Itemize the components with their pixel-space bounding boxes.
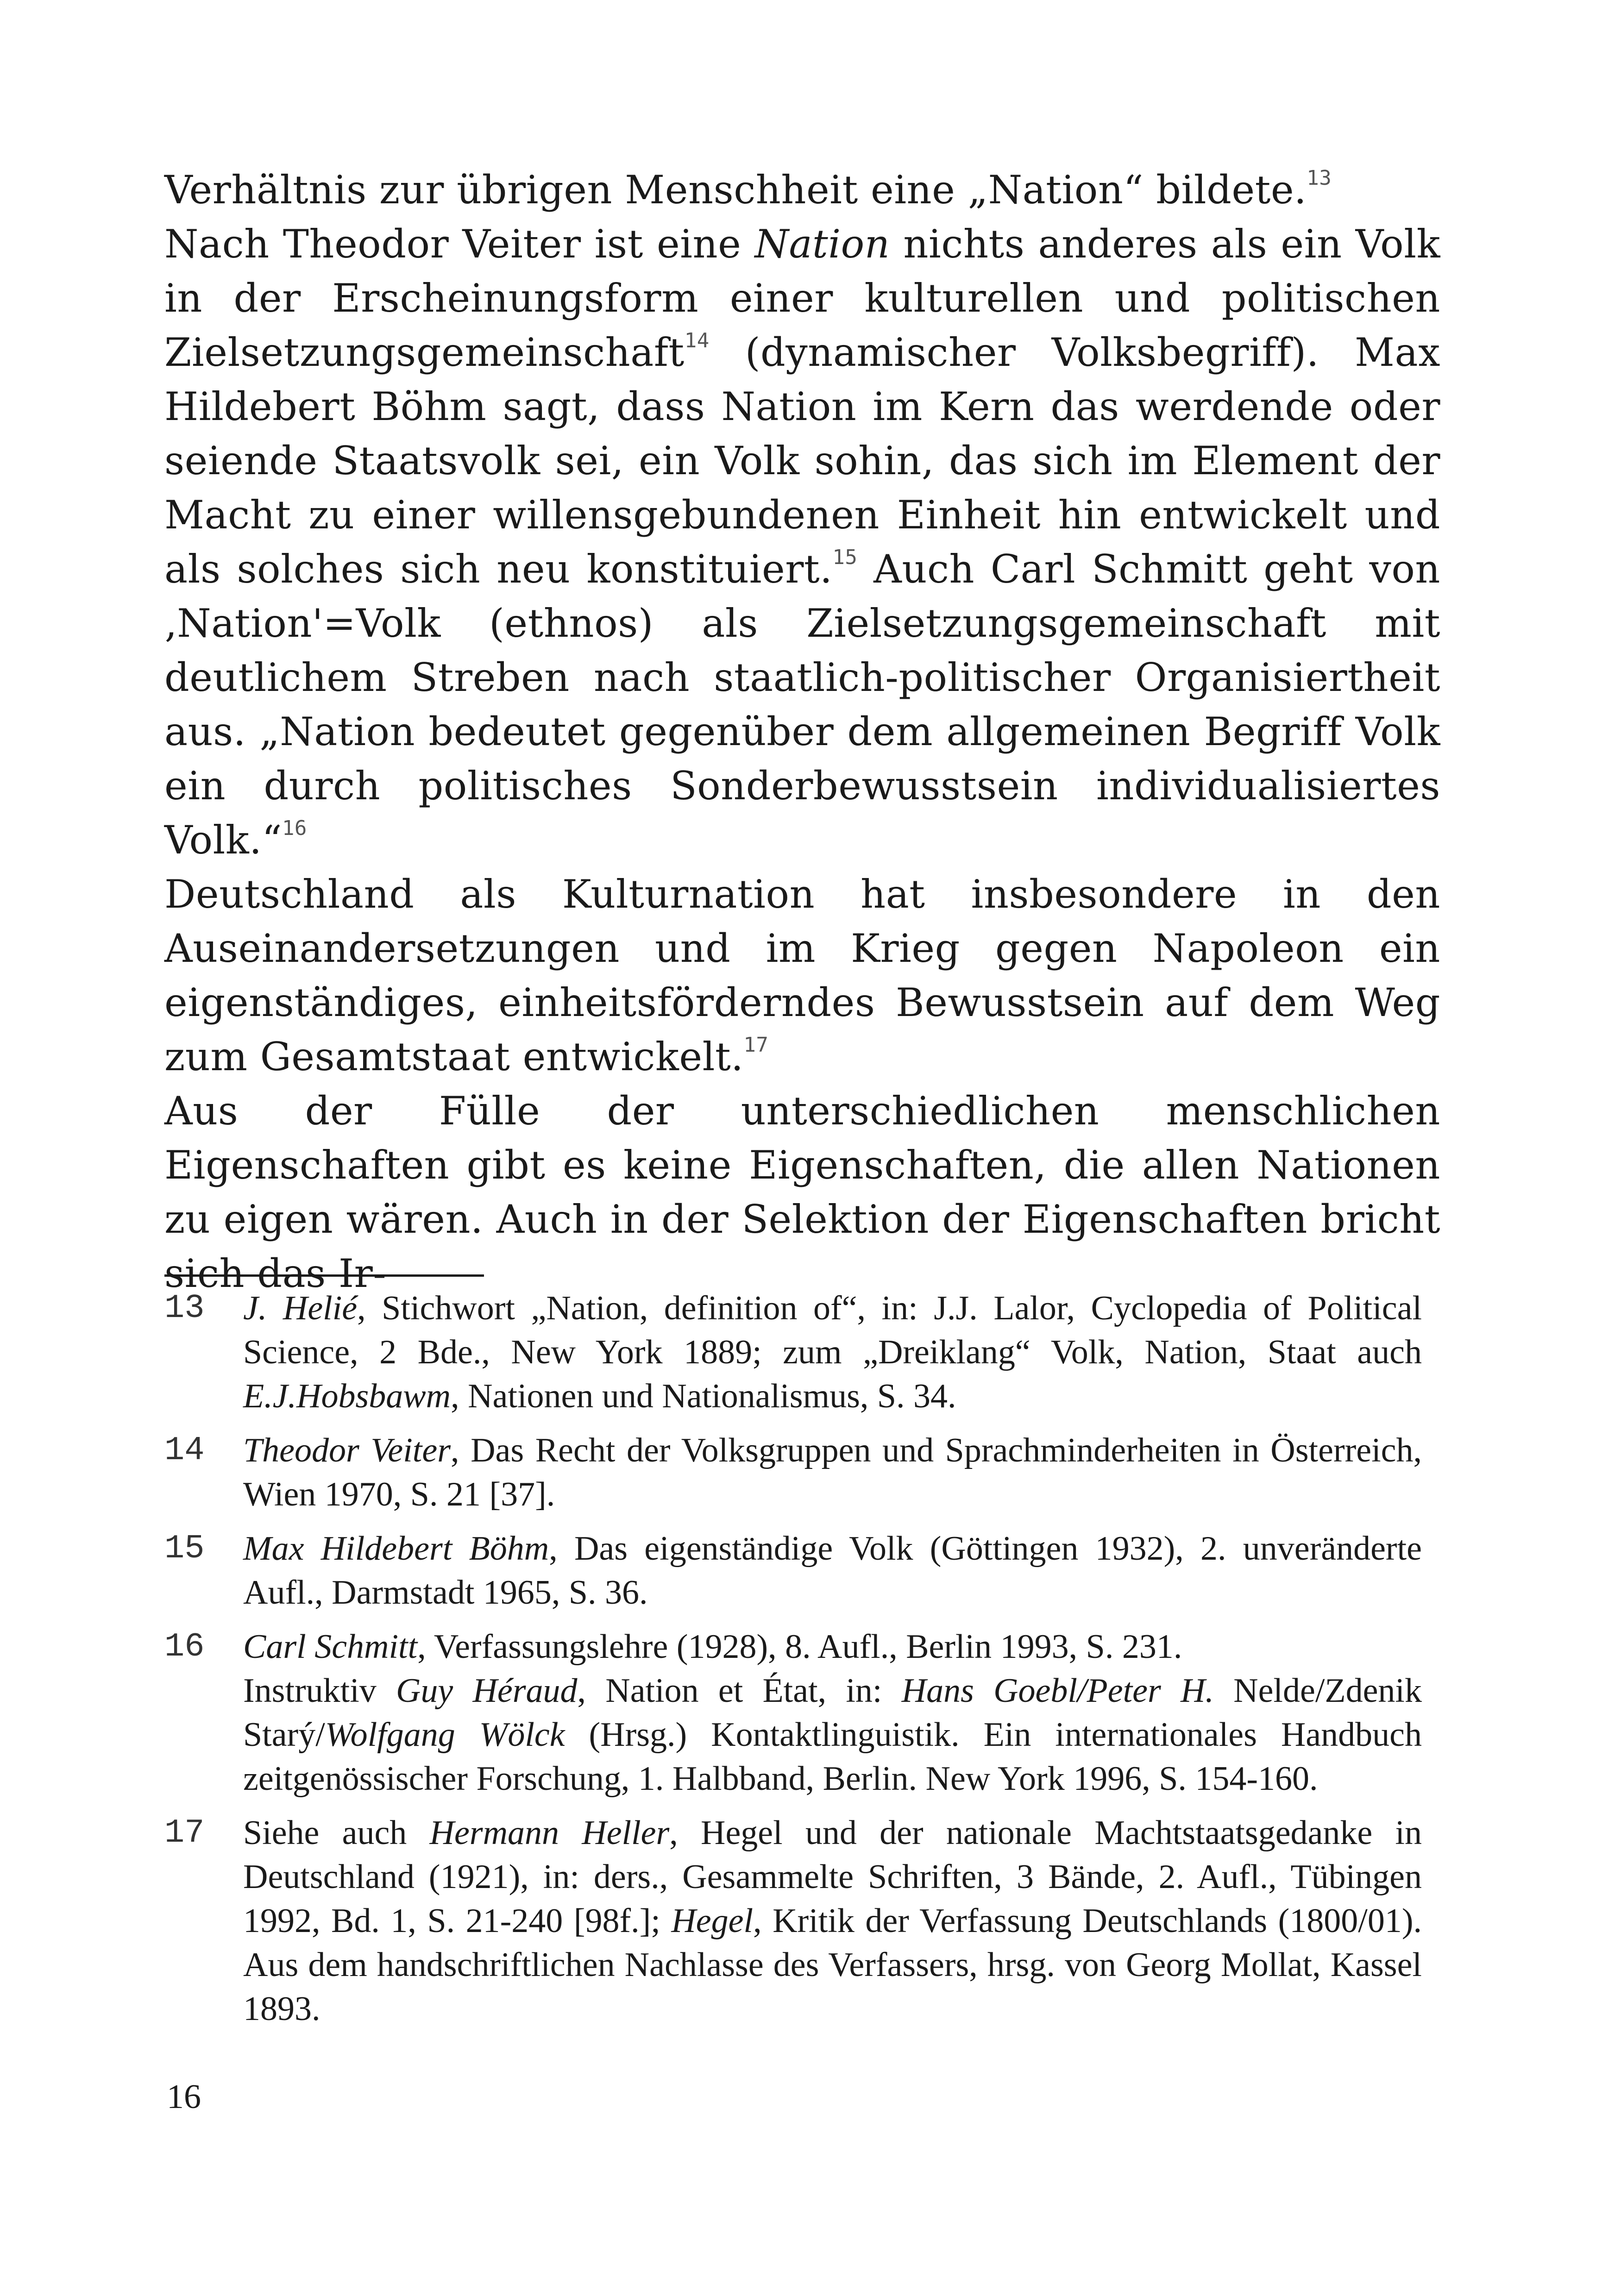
paragraph-text: Auch Carl Schmitt geht von ‚Nation'=Volk (ethnos) als Zielsetzungsgemeinschaft mit deutlichem Streben nach staatlich-politischer Organisiertheit aus. „Nation bedeutet gegenüber dem allgemeinen Begriff Volk ein durch politisches Sonderbewusstsein individualisiertes Volk.“ <box>164 546 1440 863</box>
footnote-number: 13 <box>164 1289 205 1327</box>
footnote-13 <box>164 1286 1440 1418</box>
footnote-16 <box>164 1625 1440 1801</box>
footnote-number: 14 <box>164 1431 205 1469</box>
author-name: Carl Schmitt <box>243 1628 418 1666</box>
paragraph-4 <box>164 1084 1440 1301</box>
author-name: Max Hildebert Böhm <box>243 1530 549 1568</box>
citation-text: Siehe auch <box>243 1814 430 1852</box>
author-name: Guy Héraud <box>396 1672 578 1710</box>
footnote-text <box>243 1811 1440 2031</box>
footnote-ref-13[interactable]: 13 <box>1307 166 1332 190</box>
citation-text: , Das eigenständige Volk (Göttingen 1932), 2. unveränderte Aufl., Darmstadt 1965, S. 36. <box>243 1530 1422 1612</box>
footnote-ref-16[interactable]: 16 <box>282 816 307 840</box>
citation-text: , Das Recht der Volksgruppen und Sprachminderheiten in Österreich, Wien 1970, S. 21 [37]. <box>243 1431 1422 1513</box>
citation-text: Instruktiv <box>243 1672 396 1710</box>
footnote-number: 17 <box>164 1814 205 1852</box>
author-name: Theodor Veiter <box>243 1431 451 1469</box>
footnote-14 <box>164 1429 1440 1517</box>
citation-text: , Verfassungslehre (1928), 8. Aufl., Berlin 1993, S. 231. <box>417 1628 1182 1666</box>
paragraph-1 <box>164 163 1440 217</box>
footnote-ref-14[interactable]: 14 <box>684 329 710 352</box>
page-number: 16 <box>167 2078 201 2116</box>
footnote-15 <box>164 1527 1440 1615</box>
main-text <box>164 163 1440 1301</box>
footnote-17 <box>164 1811 1440 2031</box>
emphasis-text: Nation <box>754 221 890 267</box>
footnote-text <box>243 1429 1440 1517</box>
author-name: Hans Goebl/Peter H. <box>901 1672 1214 1710</box>
citation-text: , Nationen und Nationalismus, S. 34. <box>451 1377 956 1415</box>
paragraph-text: Nach Theodor Veiter ist eine <box>164 221 755 267</box>
citation-text: , Stichwort „Nation, definition of“, in: J.J. Lalor, Cyclopedia of Political Science, 2 Bde., New York 1889; zum „Dreiklang“ Volk, Nation, Staat auch <box>243 1289 1422 1371</box>
paragraph-text: nichts anderes als ein Volk in der Erscheinungsform einer kulturellen und politischen Zielsetzungsgemeinschaft <box>164 221 1440 375</box>
author-name: E.J.Hobsbawm <box>243 1377 451 1415</box>
citation-text: , Hegel und der nationale Machtstaatsgedanke in Deutschland (1921), in: ders., Gesammelte Schriften, 3 Bände, 2. Aufl., Tübingen 1992, Bd. 1, S. 21-240 [98f.]; <box>243 1814 1422 1940</box>
paragraph-text: Aus der Fülle der unterschiedlichen menschlichen Eigenschaften gibt es keine Eigenschaften, die allen Nationen zu eigen wären. Auch in der Selektion der Eigenschaften bricht sich das Ir- <box>164 1088 1440 1296</box>
footnote-number: 16 <box>164 1628 205 1666</box>
footnote-text <box>243 1625 1440 1801</box>
paragraph-2 <box>164 217 1440 867</box>
author-name: Hermann Heller <box>429 1814 670 1852</box>
footnote-separator <box>164 1274 484 1277</box>
footnote-ref-17[interactable]: 17 <box>743 1033 769 1057</box>
paragraph-text: Verhältnis zur übrigen Menschheit eine „Nation“ bildete. <box>164 167 1307 213</box>
citation-text: , Kritik der Verfassung Deutschlands (1800/01). Aus dem handschriftlichen Nachlasse des Verfassers, hrsg. von Georg Mollat, Kassel 1893. <box>243 1902 1422 2028</box>
footnote-text <box>243 1286 1440 1418</box>
paragraph-3 <box>164 867 1440 1084</box>
footnote-number: 15 <box>164 1530 205 1568</box>
citation-text: (Hrsg.) Kontaktlinguistik. Ein internationales Handbuch zeitgenössischer Forschung, 1. Halbband, Berlin. New York 1996, S. 154-160. <box>243 1716 1422 1798</box>
author-name: Hegel <box>671 1902 754 1940</box>
author-name: Wolfgang Wölck <box>325 1716 565 1754</box>
citation-text: , Nation et État, in: <box>577 1672 902 1710</box>
footnote-ref-15[interactable]: 15 <box>832 546 858 569</box>
citation-text: Nelde/Zdenik Starý/ <box>243 1672 1422 1754</box>
footnotes <box>164 1286 1440 2041</box>
footnote-text <box>243 1527 1440 1615</box>
paragraph-text: Deutschland als Kulturnation hat insbesondere in den Auseinandersetzungen und im Krieg gegen Napoleon ein eigenständiges, einheitsförderndes Bewusstsein auf dem Weg zum Gesamtstaat entwickelt. <box>164 872 1440 1079</box>
author-name: J. Helié <box>243 1289 358 1327</box>
paragraph-text: (dynamischer Volksbegriff). Max Hildebert Böhm sagt, dass Nation im Kern das werdende oder seiende Staatsvolk sei, ein Volk sohin, das sich im Element der Macht zu einer willensgebundenen Einheit hin entwickelt und als solches sich neu konstituiert. <box>164 330 1440 592</box>
